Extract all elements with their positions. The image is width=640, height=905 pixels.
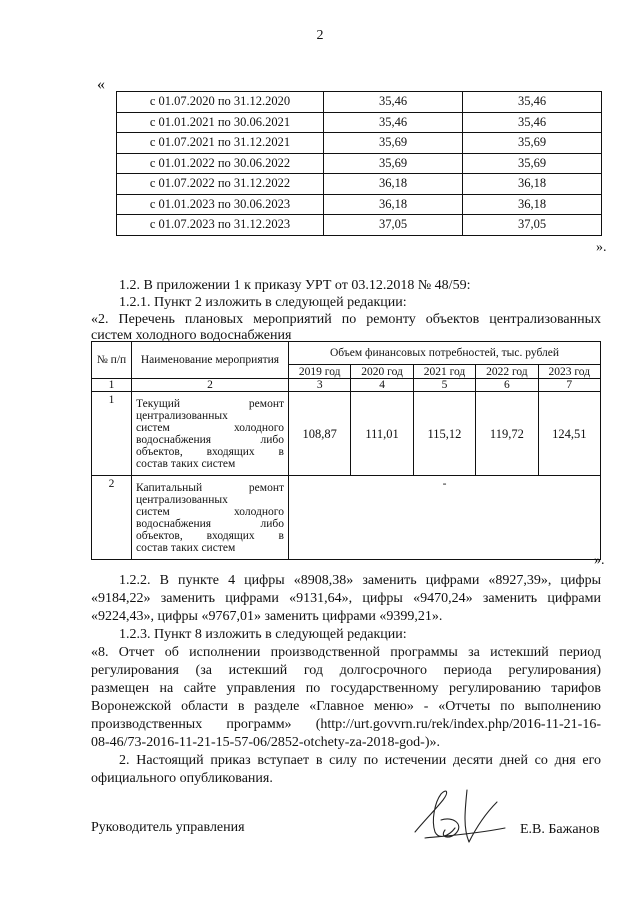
period-cell: с 01.07.2023 по 31.12.2023 — [117, 215, 324, 236]
table-row — [92, 476, 601, 560]
para-8-line6: 08-46/73-2016-11-21-15-57-06/2852-otchety-za-2018-god-)». — [91, 735, 441, 750]
para-8-line3: размещен на сайте управления по государственному регулированию тарифов — [91, 681, 601, 696]
para-2-line2: официального опубликования. — [91, 771, 273, 786]
value-cell: 36,18 — [324, 194, 463, 215]
row-name — [132, 476, 289, 560]
quote-close-2: ». — [594, 553, 605, 568]
value-cell: 115,12 — [413, 392, 475, 476]
value-cell: 108,87 — [289, 392, 351, 476]
period-cell: с 01.07.2021 по 31.12.2021 — [117, 133, 324, 154]
table-row — [117, 92, 602, 113]
signature-icon — [405, 780, 515, 850]
header-year: 2022 год — [476, 365, 538, 379]
table-row — [117, 174, 602, 195]
table-row — [117, 194, 602, 215]
value-cell: 36,18 — [463, 174, 602, 195]
quote-open: « — [97, 76, 105, 93]
value-cell: 35,46 — [324, 92, 463, 113]
name-line: Капитальный ремонт — [136, 481, 284, 494]
para-8-line2: регулирования (за истекший год долгосрочного периода регулирования) — [91, 663, 601, 678]
col-num: 6 — [476, 379, 538, 392]
para-8-line1: «8. Отчет об исполнении производственной программы за истекший период — [91, 645, 601, 660]
value-cell: 37,05 — [324, 215, 463, 236]
para-1-2: 1.2. В приложении 1 к приказу УРТ от 03.12.2018 № 48/59: — [119, 278, 471, 293]
para-8-line5: производственных программ» (http://urt.govvrn.ru/rek/index.php/2016-11-21-16- — [91, 717, 601, 732]
header-year: 2023 год — [538, 365, 600, 379]
name-line: централизованных — [136, 409, 228, 422]
name-line: водоснабжения либо — [136, 517, 284, 530]
plan-table — [91, 341, 601, 560]
col-num: 1 — [92, 379, 132, 392]
para-1-2-2-line3: «9224,43», цифры «9767,01» заменить цифрами «9399,21». — [91, 609, 443, 624]
signer-title: Руководитель управления — [91, 820, 245, 835]
para-1-2-2-line2: «9184,22» заменить цифрами «9131,64», цифры «9470,24» заменить цифрами — [91, 591, 601, 606]
page-number: 2 — [316, 28, 324, 43]
header-year: 2021 год — [413, 365, 475, 379]
period-cell: с 01.01.2021 по 30.06.2021 — [117, 112, 324, 133]
header-year: 2019 год — [289, 365, 351, 379]
para-8-line4: Воронежской области в разделе «Главное меню» - «Отчеты по выполнению — [91, 699, 601, 714]
value-cell: 35,69 — [324, 133, 463, 154]
name-line: состав таких систем — [136, 457, 236, 470]
value-cell: 35,69 — [324, 153, 463, 174]
table-row — [117, 112, 602, 133]
value-cell: 35,46 — [324, 112, 463, 133]
rate-table — [116, 91, 602, 236]
para-1-2-3: 1.2.3. Пункт 8 изложить в следующей редакции: — [119, 627, 407, 642]
signer-name: Е.В. Бажанов — [520, 822, 600, 837]
row-num: 2 — [92, 476, 132, 560]
table-row — [117, 153, 602, 174]
row-name — [132, 392, 289, 476]
name-line: водоснабжения либо — [136, 433, 284, 446]
para-2-title-line1: «2. Перечень плановых мероприятий по ремонту объектов централизованных — [91, 312, 601, 327]
name-line: Текущий ремонт — [136, 397, 284, 410]
para-2-line1: 2. Настоящий приказ вступает в силу по истечении десяти дней со дня его — [119, 753, 601, 768]
col-num: 4 — [351, 379, 413, 392]
col-num: 2 — [132, 379, 289, 392]
name-line: централизованных — [136, 493, 228, 506]
period-cell: с 01.01.2022 по 30.06.2022 — [117, 153, 324, 174]
value-cell: 35,69 — [463, 133, 602, 154]
para-1-2-1: 1.2.1. Пункт 2 изложить в следующей редакции: — [119, 295, 407, 310]
period-cell: с 01.01.2023 по 30.06.2023 — [117, 194, 324, 215]
value-cell: 36,18 — [324, 174, 463, 195]
period-cell: с 01.07.2020 по 31.12.2020 — [117, 92, 324, 113]
name-line: объектов, входящих в — [136, 445, 284, 458]
name-line: состав таких систем — [136, 541, 236, 554]
value-cell: 124,51 — [538, 392, 600, 476]
value-cell: 35,46 — [463, 92, 602, 113]
row-num: 1 — [92, 392, 132, 476]
para-1-2-2-line1: 1.2.2. В пункте 4 цифры «8908,38» заменить цифрами «8927,39», цифры — [119, 573, 601, 588]
table-row — [117, 215, 602, 236]
name-line: систем холодного — [136, 421, 284, 434]
col-num: 7 — [538, 379, 600, 392]
header-group: Объем финансовых потребностей, тыс. рублей — [289, 342, 601, 365]
value-cell: 36,18 — [463, 194, 602, 215]
col-num: 3 — [289, 379, 351, 392]
table-row — [92, 392, 601, 476]
value-cell: 35,46 — [463, 112, 602, 133]
quote-close: ». — [596, 240, 607, 255]
header-name: Наименование мероприятия — [132, 342, 289, 379]
value-cell: 119,72 — [476, 392, 538, 476]
para-2-title-line2: систем холодного водоснабжения — [91, 328, 292, 343]
header-year: 2020 год — [351, 365, 413, 379]
col-num: 5 — [413, 379, 475, 392]
name-line: систем холодного — [136, 505, 284, 518]
period-cell: с 01.07.2022 по 31.12.2022 — [117, 174, 324, 195]
value-cell: 111,01 — [351, 392, 413, 476]
dash-cell: - — [289, 476, 601, 560]
table-row — [117, 133, 602, 154]
header-num: № п/п — [92, 342, 132, 379]
value-cell: 35,69 — [463, 153, 602, 174]
name-line: объектов, входящих в — [136, 529, 284, 542]
value-cell: 37,05 — [463, 215, 602, 236]
